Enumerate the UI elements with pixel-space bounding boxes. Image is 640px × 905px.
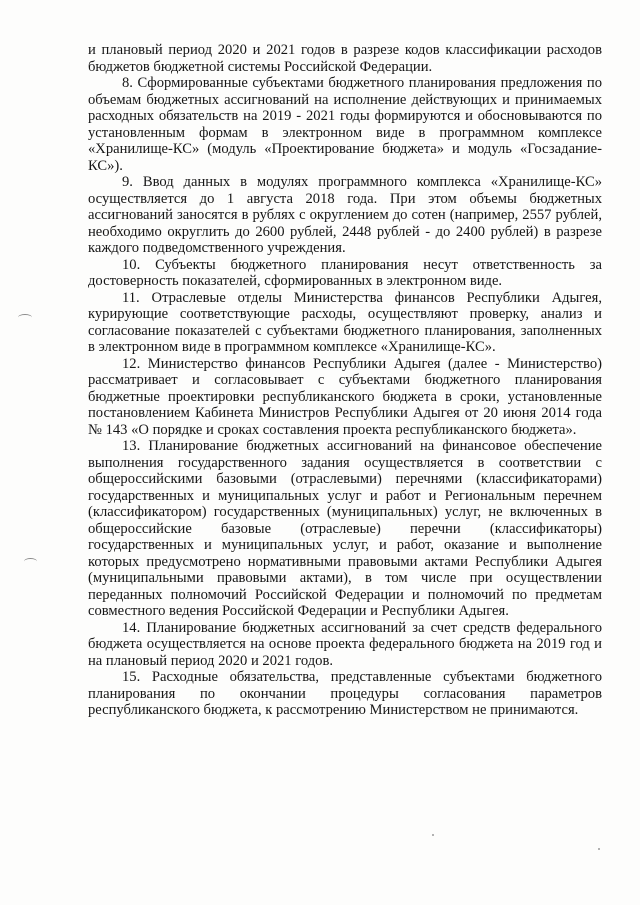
paragraph-item-13: 13. Планирование бюджетных ассигнований на финансовое обеспечение выполнения государственного задания осуществляется в соответствии с общероссийскими базовыми (отраслевыми) перечнями (классификаторами) государственных и муниципальных услуг и работ и Региональным перечнем (классификатором) государственных (муниципальных) услуг, не включенных в общероссийские базовые (отраслевые) перечни (классификаторы) государственных и муниципальных услуг, и работ, оказание и выполнение которых предусмотрено нормативными правовыми актами Республики Адыгея (муниципальными правовыми актами), в том числе при осуществлении переданных полномочий Российской Федерации и полномочий по предметам совместного ведения Российской Федерации и Республики Адыгея. xyxy=(88,438,602,619)
scan-speck xyxy=(598,848,600,850)
margin-scan-mark xyxy=(24,558,37,565)
paragraph-item-14: 14. Планирование бюджетных ассигнований за счет средств федерального бюджета осуществляется на основе проекта федерального бюджета на 2019 год и на плановый период 2020 и 2021 годов. xyxy=(88,619,602,669)
scan-speck xyxy=(432,834,434,836)
paragraph-continuation: и плановый период 2020 и 2021 годов в разрезе кодов классификации расходов бюджетов бюджетной системы Российской Федерации. xyxy=(88,42,602,75)
paragraph-item-8: 8. Сформированные субъектами бюджетного планирования предложения по объемам бюджетных ассигнований на исполнение действующих и принимаемых расходных обязательств на 2019 - 2021 годы формируются и обосновываются по установленным формам в электронном виде в программном комплексе «Хранилище-КС» (модуль «Проектирование бюджета» и модуль «Госзадание-КС»). xyxy=(88,75,602,174)
paragraph-item-12: 12. Министерство финансов Республики Адыгея (далее - Министерство) рассматривает и согласовывает с субъектами бюджетного планирования бюджетные проектировки республиканского бюджета в сроки, установленные постановлением Кабинета Министров Республики Адыгея от 20 июня 2014 года № 143 «О порядке и сроках составления проекта республиканского бюджета». xyxy=(88,355,602,438)
paragraph-item-9: 9. Ввод данных в модулях программного комплекса «Хранилище-КС» осуществляется до 1 августа 2018 года. При этом объемы бюджетных ассигнований заносятся в рублях с округлением до сотен (например, 2557 рублей, необходимо округлить до 2600 рублей, 2448 рублей - до 2400 рублей) в разрезе каждого подведомственного учреждения. xyxy=(88,174,602,256)
paragraph-item-11: 11. Отраслевые отделы Министерства финансов Республики Адыгея, курирующие соответствующие расходы, осуществляют проверку, анализ и согласование показателей с субъектами бюджетного планирования, заполненных в электронном виде в программном комплексе «Хранилище-КС». xyxy=(88,289,602,355)
margin-scan-mark xyxy=(18,314,32,321)
paragraph-item-10: 10. Субъекты бюджетного планирования несут ответственность за достоверность показателей, сформированных в электронном виде. xyxy=(88,256,602,289)
paragraph-item-15: 15. Расходные обязательства, представленные субъектами бюджетного планирования по окончании процедуры согласования параметров республиканского бюджета, к рассмотрению Министерством не принимаются. xyxy=(88,669,602,718)
document-body xyxy=(88,42,602,719)
